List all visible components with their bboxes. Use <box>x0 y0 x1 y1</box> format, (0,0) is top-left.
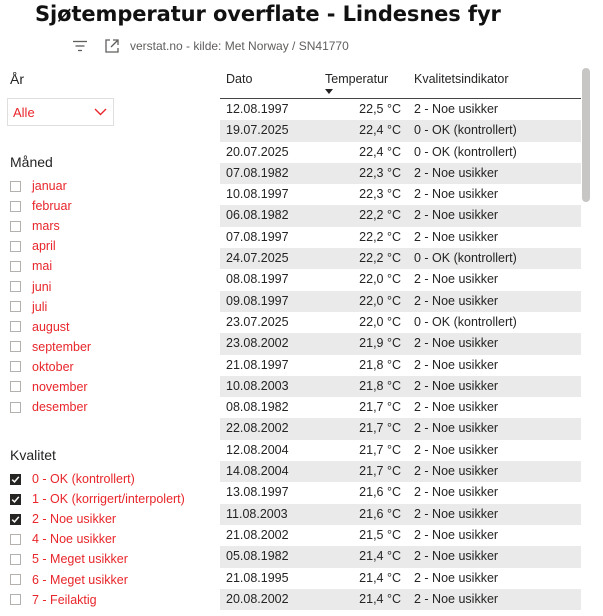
cell-temperature: 22,3 °C <box>359 165 401 180</box>
quality-option-label: 6 - Meget usikker <box>32 572 128 587</box>
cell-date: 22.08.2002 <box>226 421 289 436</box>
quality-option-label: 0 - OK (kontrollert) <box>32 472 135 487</box>
checkbox-unchecked[interactable] <box>10 201 21 212</box>
month-option[interactable] <box>10 176 91 196</box>
checkbox-unchecked[interactable] <box>10 341 21 352</box>
month-option-label: november <box>32 379 88 394</box>
quality-option[interactable] <box>10 469 185 489</box>
month-option-label: september <box>32 339 92 354</box>
table-row[interactable] <box>220 227 581 248</box>
checkbox-unchecked[interactable] <box>10 534 21 545</box>
sea-temperature-table <box>220 68 581 610</box>
checkmark-icon <box>11 495 20 504</box>
cell-quality: 2 - Noe usikker <box>414 102 499 116</box>
table-row[interactable] <box>220 397 581 418</box>
month-option[interactable] <box>10 236 91 256</box>
table-row[interactable] <box>220 504 581 525</box>
cell-date: 10.08.2003 <box>226 378 289 393</box>
table-row[interactable] <box>220 120 581 141</box>
cell-temperature: 21,8 °C <box>359 357 401 372</box>
checkbox-unchecked[interactable] <box>10 361 21 372</box>
cell-date: 21.08.1997 <box>226 357 289 372</box>
checkbox-checked[interactable] <box>10 474 21 485</box>
cell-date: 23.08.2002 <box>226 336 289 351</box>
quality-option-label: 1 - OK (korrigert/interpolert) <box>32 492 185 507</box>
cell-date: 13.08.1997 <box>226 485 289 500</box>
cell-quality: 2 - Noe usikker <box>414 336 499 351</box>
quality-option[interactable] <box>10 590 185 610</box>
checkbox-unchecked[interactable] <box>10 594 21 605</box>
month-option[interactable] <box>10 337 91 357</box>
quality-option-label: 4 - Noe usikker <box>32 532 117 547</box>
quality-slicer-list <box>10 469 185 610</box>
focus-mode-icon[interactable] <box>102 36 122 56</box>
column-header-quality[interactable]: Kvalitetsindikator <box>414 72 509 86</box>
cell-quality: 2 - Noe usikker <box>414 272 499 287</box>
table-row[interactable] <box>220 312 581 333</box>
cell-temperature: 21,7 °C <box>359 464 401 479</box>
table-row[interactable] <box>220 461 581 482</box>
cell-temperature: 21,6 °C <box>359 506 401 521</box>
cell-quality: 2 - Noe usikker <box>414 591 499 606</box>
table-row[interactable] <box>220 546 581 567</box>
table-row[interactable] <box>220 418 581 439</box>
cell-temperature: 21,7 °C <box>359 421 401 436</box>
checkbox-unchecked[interactable] <box>10 321 21 332</box>
year-slicer-title: År <box>10 71 24 87</box>
quality-option[interactable] <box>10 529 185 549</box>
cell-quality: 2 - Noe usikker <box>414 485 499 500</box>
quality-slicer-title: Kvalitet <box>10 447 56 463</box>
table-row[interactable] <box>220 99 581 120</box>
cell-quality: 2 - Noe usikker <box>414 442 499 457</box>
cell-quality: 2 - Noe usikker <box>414 527 499 542</box>
table-row[interactable] <box>220 482 581 503</box>
checkbox-unchecked[interactable] <box>10 554 21 565</box>
month-option-label: mars <box>32 219 60 234</box>
year-dropdown[interactable] <box>7 98 114 126</box>
cell-temperature: 21,6 °C <box>359 485 401 500</box>
cell-temperature: 21,4 °C <box>359 570 401 585</box>
year-dropdown-value: Alle <box>13 104 35 120</box>
cell-temperature: 22,4 °C <box>359 123 401 138</box>
cell-date: 06.08.1982 <box>226 208 289 223</box>
page-subtitle: verstat.no - kilde: Met Norway / SN41770 <box>130 39 349 53</box>
cell-date: 10.08.1997 <box>226 187 289 202</box>
cell-date: 21.08.1995 <box>226 570 289 585</box>
chevron-down-icon <box>94 103 107 121</box>
cell-quality: 2 - Noe usikker <box>414 165 499 180</box>
checkbox-unchecked[interactable] <box>10 241 21 252</box>
checkbox-unchecked[interactable] <box>10 281 21 292</box>
checkmark-icon <box>11 475 20 484</box>
table-header <box>220 68 581 99</box>
cell-temperature: 21,5 °C <box>359 527 401 542</box>
month-option[interactable] <box>10 297 91 317</box>
table-row[interactable] <box>220 269 581 290</box>
table-row[interactable] <box>220 440 581 461</box>
cell-date: 23.07.2025 <box>226 314 289 329</box>
cell-date: 12.08.1997 <box>226 102 289 116</box>
scrollbar-thumb[interactable] <box>582 68 590 202</box>
month-option-label: februar <box>32 199 72 214</box>
month-option[interactable] <box>10 357 91 377</box>
cell-temperature: 21,4 °C <box>359 549 401 564</box>
page-title: Sjøtemperatur overflate - Lindesnes fyr <box>35 2 501 26</box>
cell-quality: 0 - OK (kontrollert) <box>414 314 517 329</box>
cell-quality: 2 - Noe usikker <box>414 187 499 202</box>
month-slicer-title: Måned <box>10 154 53 170</box>
cell-temperature: 22,2 °C <box>359 229 401 244</box>
checkbox-unchecked[interactable] <box>10 301 21 312</box>
month-option[interactable] <box>10 216 91 236</box>
table-row[interactable] <box>220 525 581 546</box>
cell-temperature: 22,5 °C <box>359 102 401 116</box>
checkmark-icon <box>11 515 20 524</box>
cell-date: 20.07.2025 <box>226 144 289 159</box>
cell-quality: 2 - Noe usikker <box>414 421 499 436</box>
cell-quality: 2 - Noe usikker <box>414 357 499 372</box>
cell-quality: 2 - Noe usikker <box>414 549 499 564</box>
cell-temperature: 21,9 °C <box>359 336 401 351</box>
checkbox-checked[interactable] <box>10 514 21 525</box>
cell-date: 21.08.2002 <box>226 527 289 542</box>
month-option-label: august <box>32 319 70 334</box>
month-option-label: oktober <box>32 359 74 374</box>
filter-lines-icon[interactable] <box>70 36 90 56</box>
table-row[interactable] <box>220 205 581 226</box>
month-option-label: juli <box>32 299 48 314</box>
cell-quality: 2 - Noe usikker <box>414 293 499 308</box>
cell-date: 08.08.1997 <box>226 272 289 287</box>
table-row[interactable] <box>220 568 581 589</box>
month-option[interactable] <box>10 317 91 337</box>
table-row[interactable] <box>220 184 581 205</box>
cell-date: 19.07.2025 <box>226 123 289 138</box>
cell-quality: 2 - Noe usikker <box>414 570 499 585</box>
checkbox-unchecked[interactable] <box>10 402 21 413</box>
cell-temperature: 22,3 °C <box>359 187 401 202</box>
cell-temperature: 22,2 °C <box>359 208 401 223</box>
cell-date: 24.07.2025 <box>226 251 289 266</box>
quality-option-label: 7 - Feilaktig <box>32 592 97 607</box>
cell-quality: 2 - Noe usikker <box>414 378 499 393</box>
month-option-label: april <box>32 239 56 254</box>
cell-quality: 2 - Noe usikker <box>414 208 499 223</box>
sort-descending-icon <box>325 89 333 94</box>
table-body <box>220 99 581 610</box>
cell-quality: 2 - Noe usikker <box>414 464 499 479</box>
cell-temperature: 21,7 °C <box>359 442 401 457</box>
cell-quality: 0 - OK (kontrollert) <box>414 144 517 159</box>
cell-temperature: 21,8 °C <box>359 378 401 393</box>
month-option[interactable] <box>10 397 91 417</box>
cell-temperature: 21,7 °C <box>359 400 401 415</box>
month-option[interactable] <box>10 276 91 296</box>
checkbox-unchecked[interactable] <box>10 181 21 192</box>
month-option[interactable] <box>10 196 91 216</box>
cell-date: 07.08.1997 <box>226 229 289 244</box>
cell-date: 11.08.2003 <box>226 506 288 521</box>
cell-date: 08.08.1982 <box>226 400 289 415</box>
quality-option[interactable] <box>10 509 185 529</box>
cell-temperature: 22,4 °C <box>359 144 401 159</box>
month-slicer-list <box>10 176 91 417</box>
table-row[interactable] <box>220 142 581 163</box>
cell-temperature: 22,2 °C <box>359 251 401 266</box>
cell-date: 05.08.1982 <box>226 549 289 564</box>
cell-date: 07.08.1982 <box>226 165 289 180</box>
checkbox-unchecked[interactable] <box>10 574 21 585</box>
quality-option[interactable] <box>10 489 185 509</box>
header-toolbar <box>70 36 349 56</box>
month-option-label: januar <box>32 179 67 194</box>
cell-quality: 0 - OK (kontrollert) <box>414 123 517 138</box>
table-row[interactable] <box>220 376 581 397</box>
cell-quality: 2 - Noe usikker <box>414 400 499 415</box>
quality-option[interactable] <box>10 549 185 569</box>
table-row[interactable] <box>220 248 581 269</box>
month-option-label: desember <box>32 400 88 415</box>
column-header-temperature[interactable]: Temperatur <box>325 72 389 86</box>
cell-temperature: 22,0 °C <box>359 272 401 287</box>
month-option-label: mai <box>32 259 53 274</box>
cell-temperature: 21,4 °C <box>359 591 401 606</box>
table-row[interactable] <box>220 291 581 312</box>
cell-quality: 2 - Noe usikker <box>414 229 499 244</box>
table-scrollbar[interactable] <box>581 68 591 616</box>
quality-option-label: 2 - Noe usikker <box>32 512 117 527</box>
checkbox-unchecked[interactable] <box>10 261 21 272</box>
cell-quality: 2 - Noe usikker <box>414 506 499 521</box>
checkbox-unchecked[interactable] <box>10 221 21 232</box>
table-row[interactable] <box>220 355 581 376</box>
cell-temperature: 22,0 °C <box>359 314 401 329</box>
cell-date: 20.08.2002 <box>226 591 289 606</box>
cell-date: 14.08.2004 <box>226 464 289 479</box>
table-row[interactable] <box>220 163 581 184</box>
checkbox-checked[interactable] <box>10 494 21 505</box>
quality-option[interactable] <box>10 569 185 589</box>
cell-quality: 0 - OK (kontrollert) <box>414 251 517 266</box>
cell-date: 09.08.1997 <box>226 293 289 308</box>
cell-temperature: 22,0 °C <box>359 293 401 308</box>
table-row[interactable] <box>220 589 581 610</box>
month-option-label: juni <box>32 279 52 294</box>
column-header-date[interactable]: Dato <box>226 72 253 86</box>
cell-date: 12.08.2004 <box>226 442 289 457</box>
table-row[interactable] <box>220 333 581 354</box>
month-option[interactable] <box>10 256 91 276</box>
month-option[interactable] <box>10 377 91 397</box>
checkbox-unchecked[interactable] <box>10 381 21 392</box>
quality-option-label: 5 - Meget usikker <box>32 552 128 567</box>
